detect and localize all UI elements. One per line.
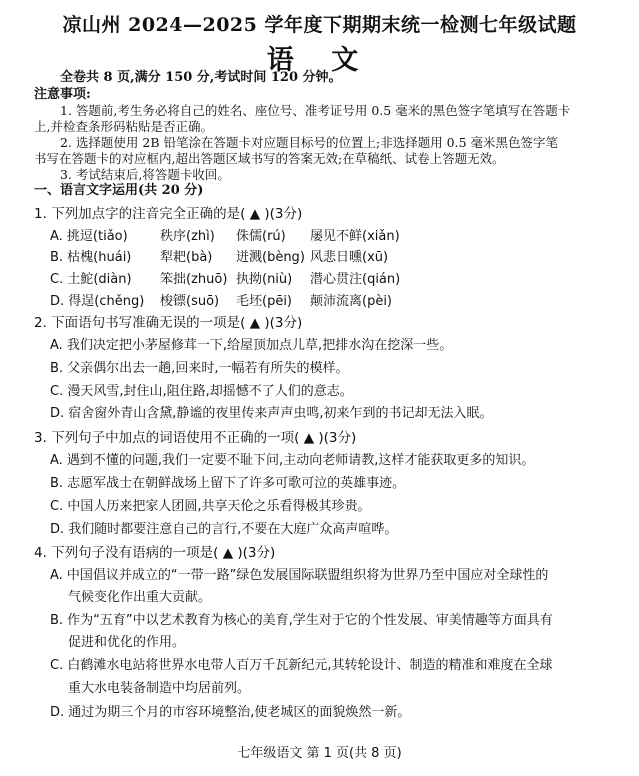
q3-option-b: B. 志愿军战士在朝鲜战场上留下了许多可歌可泣的英雄事迹。 — [50, 476, 406, 491]
q1-b-1: B. 枯槐(huái) — [50, 250, 132, 265]
notice-1b: 上,并检查条形码粘贴是否正确。 — [34, 119, 213, 134]
q4-option-a-line1: A. 中国倡议并成立的“一带一路”绿色发展国际联盟组织将为世界乃至中国应对全球性的 — [50, 568, 549, 583]
q3-stem: 3. 下列句子中加点的词语使用不正确的一项( ▲ )(3分) — [34, 430, 357, 446]
q1-b-4: 风悲日曛(xū) — [310, 250, 389, 265]
exam-title: 凉山州 2024—2025 学年度下期期末统一检测七年级试题 — [62, 14, 577, 36]
q1-a-4: 屡见不鲜(xiǎn) — [310, 229, 400, 244]
subject-title: 语 文 — [266, 45, 373, 76]
q3-option-d: D. 我们随时都要注意自己的言行,不要在大庭广众高声喧哗。 — [50, 522, 398, 537]
q4-stem: 4. 下列句子没有语病的一项是( ▲ )(3分) — [34, 545, 276, 561]
q1-c-2: 笨拙(zhuō) — [160, 272, 228, 287]
q1-c-1: C. 土鮀(diàn) — [50, 272, 132, 287]
q2-stem: 2. 下面语句书写准确无误的一项是( ▲ )(3分) — [34, 315, 303, 331]
q4-option-c-line1: C. 白鹤滩水电站将世界水电带人百万千瓦新纪元,其转轮设计、制造的精准和难度在全球 — [50, 658, 553, 673]
q1-a-3: 侏儒(rú) — [236, 229, 286, 244]
q4-option-b-line2: 促进和优化的作用。 — [68, 635, 186, 650]
q3-option-a: A. 遇到不懂的问题,我们一定要不耻下问,主动向老师请教,这样才能获取更多的知识。 — [50, 453, 535, 468]
notice-3: 3. 考试结束后,将答题卡收回。 — [60, 167, 230, 182]
q1-c-3: 执拗(niù) — [236, 272, 293, 287]
q1-b-2: 犁耙(bà) — [160, 250, 213, 265]
q2-option-d: D. 宿舍窗外青山含黛,静谧的夜里传来声声虫鸣,初来乍到的书记却无法入眠。 — [50, 406, 493, 421]
exam-info: 全卷共 8 页,满分 150 分,考试时间 120 分钟。 — [60, 70, 342, 85]
q2-option-c: C. 漫天风雪,封住山,阻住路,却摇憾不了人们的意志。 — [50, 384, 353, 399]
q1-a-1: A. 挑逗(tiǎo) — [50, 229, 128, 244]
q3-option-c: C. 中国人历来把家人团圆,共享天伦之乐看得极其珍贵。 — [50, 499, 371, 514]
page-footer: 七年级语文 第 1 页(共 8 页) — [237, 746, 402, 761]
q2-option-b: B. 父亲偶尔出去一趟,回来时,一幅若有所失的模样。 — [50, 361, 349, 376]
q1-d-1: D. 得逞(chěng) — [50, 294, 145, 309]
q4-option-a-line2: 气候变化作出重大贡献。 — [68, 590, 212, 605]
q1-c-4: 潜心贯注(qián) — [310, 272, 401, 287]
q4-option-d: D. 通过为期三个月的市容环境整治,使老城区的面貌焕然一新。 — [50, 705, 411, 720]
notice-2a: 2. 选择题使用 2B 铅笔涂在答题卡对应题目标号的位置上;非选择题用 0.5 毫米黑色签字笔 — [60, 135, 559, 150]
q1-a-2: 秩序(zhì) — [160, 229, 215, 244]
q2-option-a: A. 我们决定把小茅屋修茸一下,给屋顶加点儿草,把排水沟在挖深一些。 — [50, 338, 453, 353]
q1-d-2: 梭镖(suō) — [160, 294, 220, 309]
q4-option-c-line2: 重大水电装备制造中均居前列。 — [68, 681, 251, 696]
q1-b-3: 迸溅(bèng) — [236, 250, 305, 265]
notice-1a: 1. 答题前,考生务必将自己的姓名、座位号、准考证号用 0.5 毫米的黑色签字笔填写在答题卡 — [60, 103, 571, 118]
q4-option-b-line1: B. 作为“五育”中以艺术教育为核心的美育,学生对于它的个性发展、审美情趣等方面具有 — [50, 613, 553, 628]
q1-stem: 1. 下列加点字的注音完全正确的是( ▲ )(3分) — [34, 206, 303, 222]
notice-title: 注意事项: — [34, 87, 91, 102]
q1-d-3: 毛坯(pēi) — [236, 294, 293, 309]
q1-d-4: 颠沛流离(pèi) — [310, 294, 393, 309]
notice-2b: 书写在答题卡的对应框内,超出答题区域书写的答案无效;在草稿纸、试卷上答题无效。 — [34, 151, 505, 166]
section-1-title: 一、语言文字运用(共 20 分) — [34, 183, 204, 198]
